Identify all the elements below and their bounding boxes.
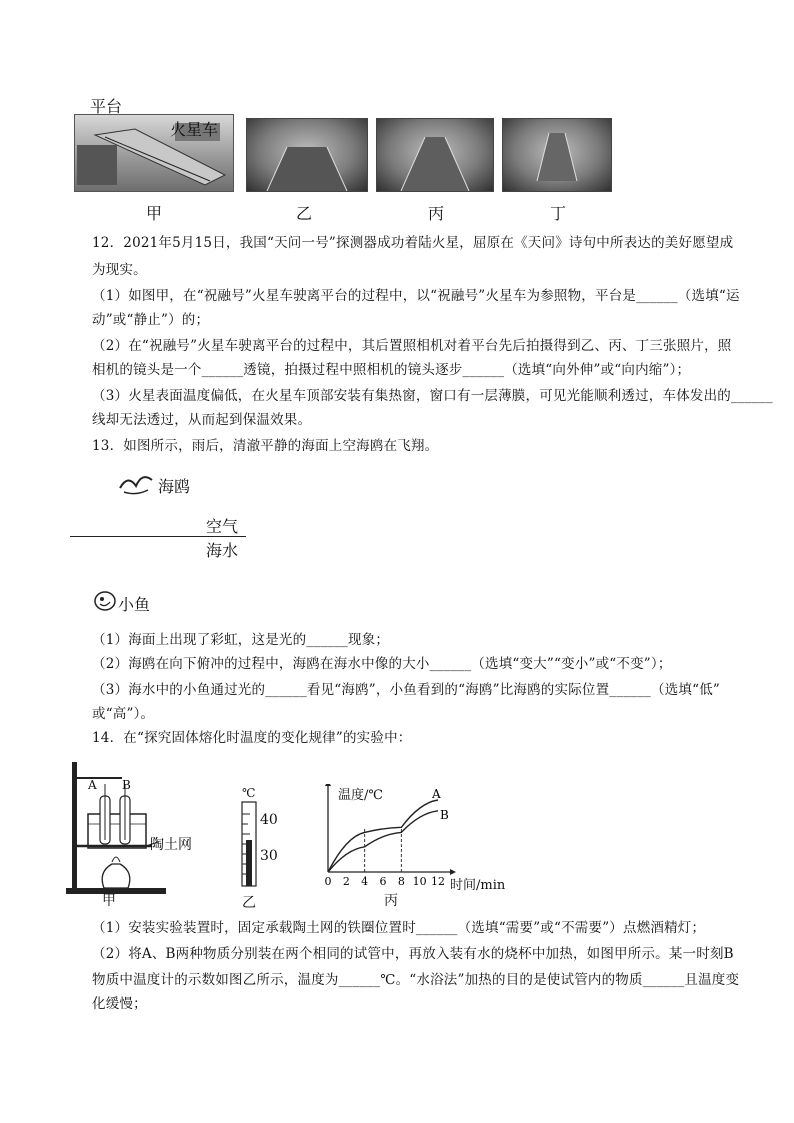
- q12-line-1: 12．2021年5月15日，我国“天问一号”探测器成功着陆火星，屈原在《天问》诗句中所表达的美好愿望成: [92, 235, 734, 251]
- x-tick-label: 0: [324, 875, 332, 888]
- gull-icon: [118, 470, 158, 498]
- label-gauze: 陶土网: [150, 837, 192, 853]
- label-rover: 火星车: [170, 120, 219, 139]
- chart-xlabel: 时间/min: [450, 878, 506, 893]
- q13-line-3: （2）海鸥在向下俯冲的过程中，海鸥在海水中像的大小______（选填“变大”“变小”或“不变”）；: [92, 656, 672, 672]
- q14-line-1: 14．在“探究固体熔化时温度的变化规律”的实验中：: [92, 730, 412, 746]
- q12-line-4: 动”或“静止”）的；: [92, 312, 210, 328]
- label-air: 空气: [206, 517, 239, 536]
- q14-line-3: （2）将A、B两种物质分别装在两个相同的试管中，再放入装有水的烧杯中加热，如图甲所示。某一时刻B: [92, 946, 734, 962]
- label-fish: 小鱼: [118, 595, 151, 614]
- x-tick-label: 2: [342, 875, 350, 888]
- figure-thermometer: [228, 786, 288, 911]
- q12-line-7: （3）火星表面温度偏低，在火星车顶部安装有集热窗，窗口有一层薄膜，可见光能顺利透过，车体发出的______: [92, 388, 773, 404]
- x-tick-label: 4: [361, 875, 369, 888]
- series-line-B: [328, 811, 438, 872]
- label-sea: 海水: [206, 541, 239, 560]
- caption-ding: 丁: [550, 204, 567, 223]
- q14-line-4: 物质中温度计的示数如图乙所示，温度为______℃。“水浴法”加热的目的是使试管内的物质______且温度变: [92, 972, 740, 988]
- label-bing: 丙: [384, 893, 398, 909]
- photo-bing: [376, 118, 494, 192]
- series-label-A: A: [432, 787, 441, 801]
- x-tick-label: 12: [431, 875, 445, 888]
- label-b: B: [122, 778, 131, 792]
- label-platform: 平台: [90, 97, 123, 116]
- fish-icon: [92, 590, 118, 612]
- tick-40: 40: [260, 812, 278, 828]
- q13-line-2: （1）海面上出现了彩虹，这是光的______现象；: [92, 632, 390, 648]
- figure-apparatus: [62, 756, 212, 909]
- label-gull: 海鸥: [158, 477, 191, 496]
- x-tick-label: 6: [379, 875, 387, 888]
- series-label-B: B: [440, 807, 449, 822]
- q14-line-2: （1）安装实验装置时，固定承载陶土网的铁圈位置时______（选填“需要”或“不需要”）点燃酒精灯；: [92, 920, 706, 936]
- q12-line-8: 线却无法透过，从而起到保温效果。: [92, 412, 312, 428]
- label-yi: 乙: [242, 895, 256, 911]
- q12-line-5: （2）在“祝融号”火星车驶离平台的过程中，其后置照相机对着平台先后拍摄得到乙、丙、丁三张照片，照: [92, 338, 732, 354]
- caption-jia: 甲: [146, 204, 163, 223]
- label-a: A: [88, 778, 97, 792]
- caption-bing: 丙: [428, 204, 445, 223]
- label-jia: 甲: [102, 893, 116, 909]
- q12-line-2: 为现实。: [92, 262, 147, 278]
- apparatus-drawing: [62, 756, 212, 906]
- thermometer-scale: [228, 800, 288, 890]
- q13-line-4: （3）海水中的小鱼通过光的______看见“海鸥”，小鱼看到的“海鸥”比海鸥的实际位置______（选填“低”: [92, 682, 720, 698]
- label-unit: ℃: [242, 786, 256, 800]
- y-axis-arrow: [325, 784, 331, 786]
- x-tick-label: 10: [412, 875, 427, 888]
- photo-ding: [502, 118, 612, 192]
- caption-yi: 乙: [296, 204, 313, 223]
- q13-line-5: 或“高”）。: [92, 706, 155, 722]
- tick-30: 30: [260, 848, 278, 864]
- photo-yi: [246, 118, 368, 192]
- figure-chart: [316, 784, 516, 908]
- x-tick-label: 8: [397, 875, 405, 888]
- chart-ylabel: 温度/℃: [338, 788, 383, 803]
- q12-line-3: （1）如图甲，在“祝融号”火星车驶离平台的过程中，以“祝融号”火星车为参照物，平台是______（选填“运: [92, 288, 740, 304]
- q13-line-1: 13．如图所示，雨后，清澈平静的海面上空海鸥在飞翔。: [92, 438, 439, 454]
- q14-line-5: 化缓慢；: [92, 996, 147, 1012]
- q12-line-6: 相机的镜头是一个______透镜，拍摄过程中照相机的镜头逐步______（选填“向外伸”或“向内缩”）；: [92, 362, 691, 378]
